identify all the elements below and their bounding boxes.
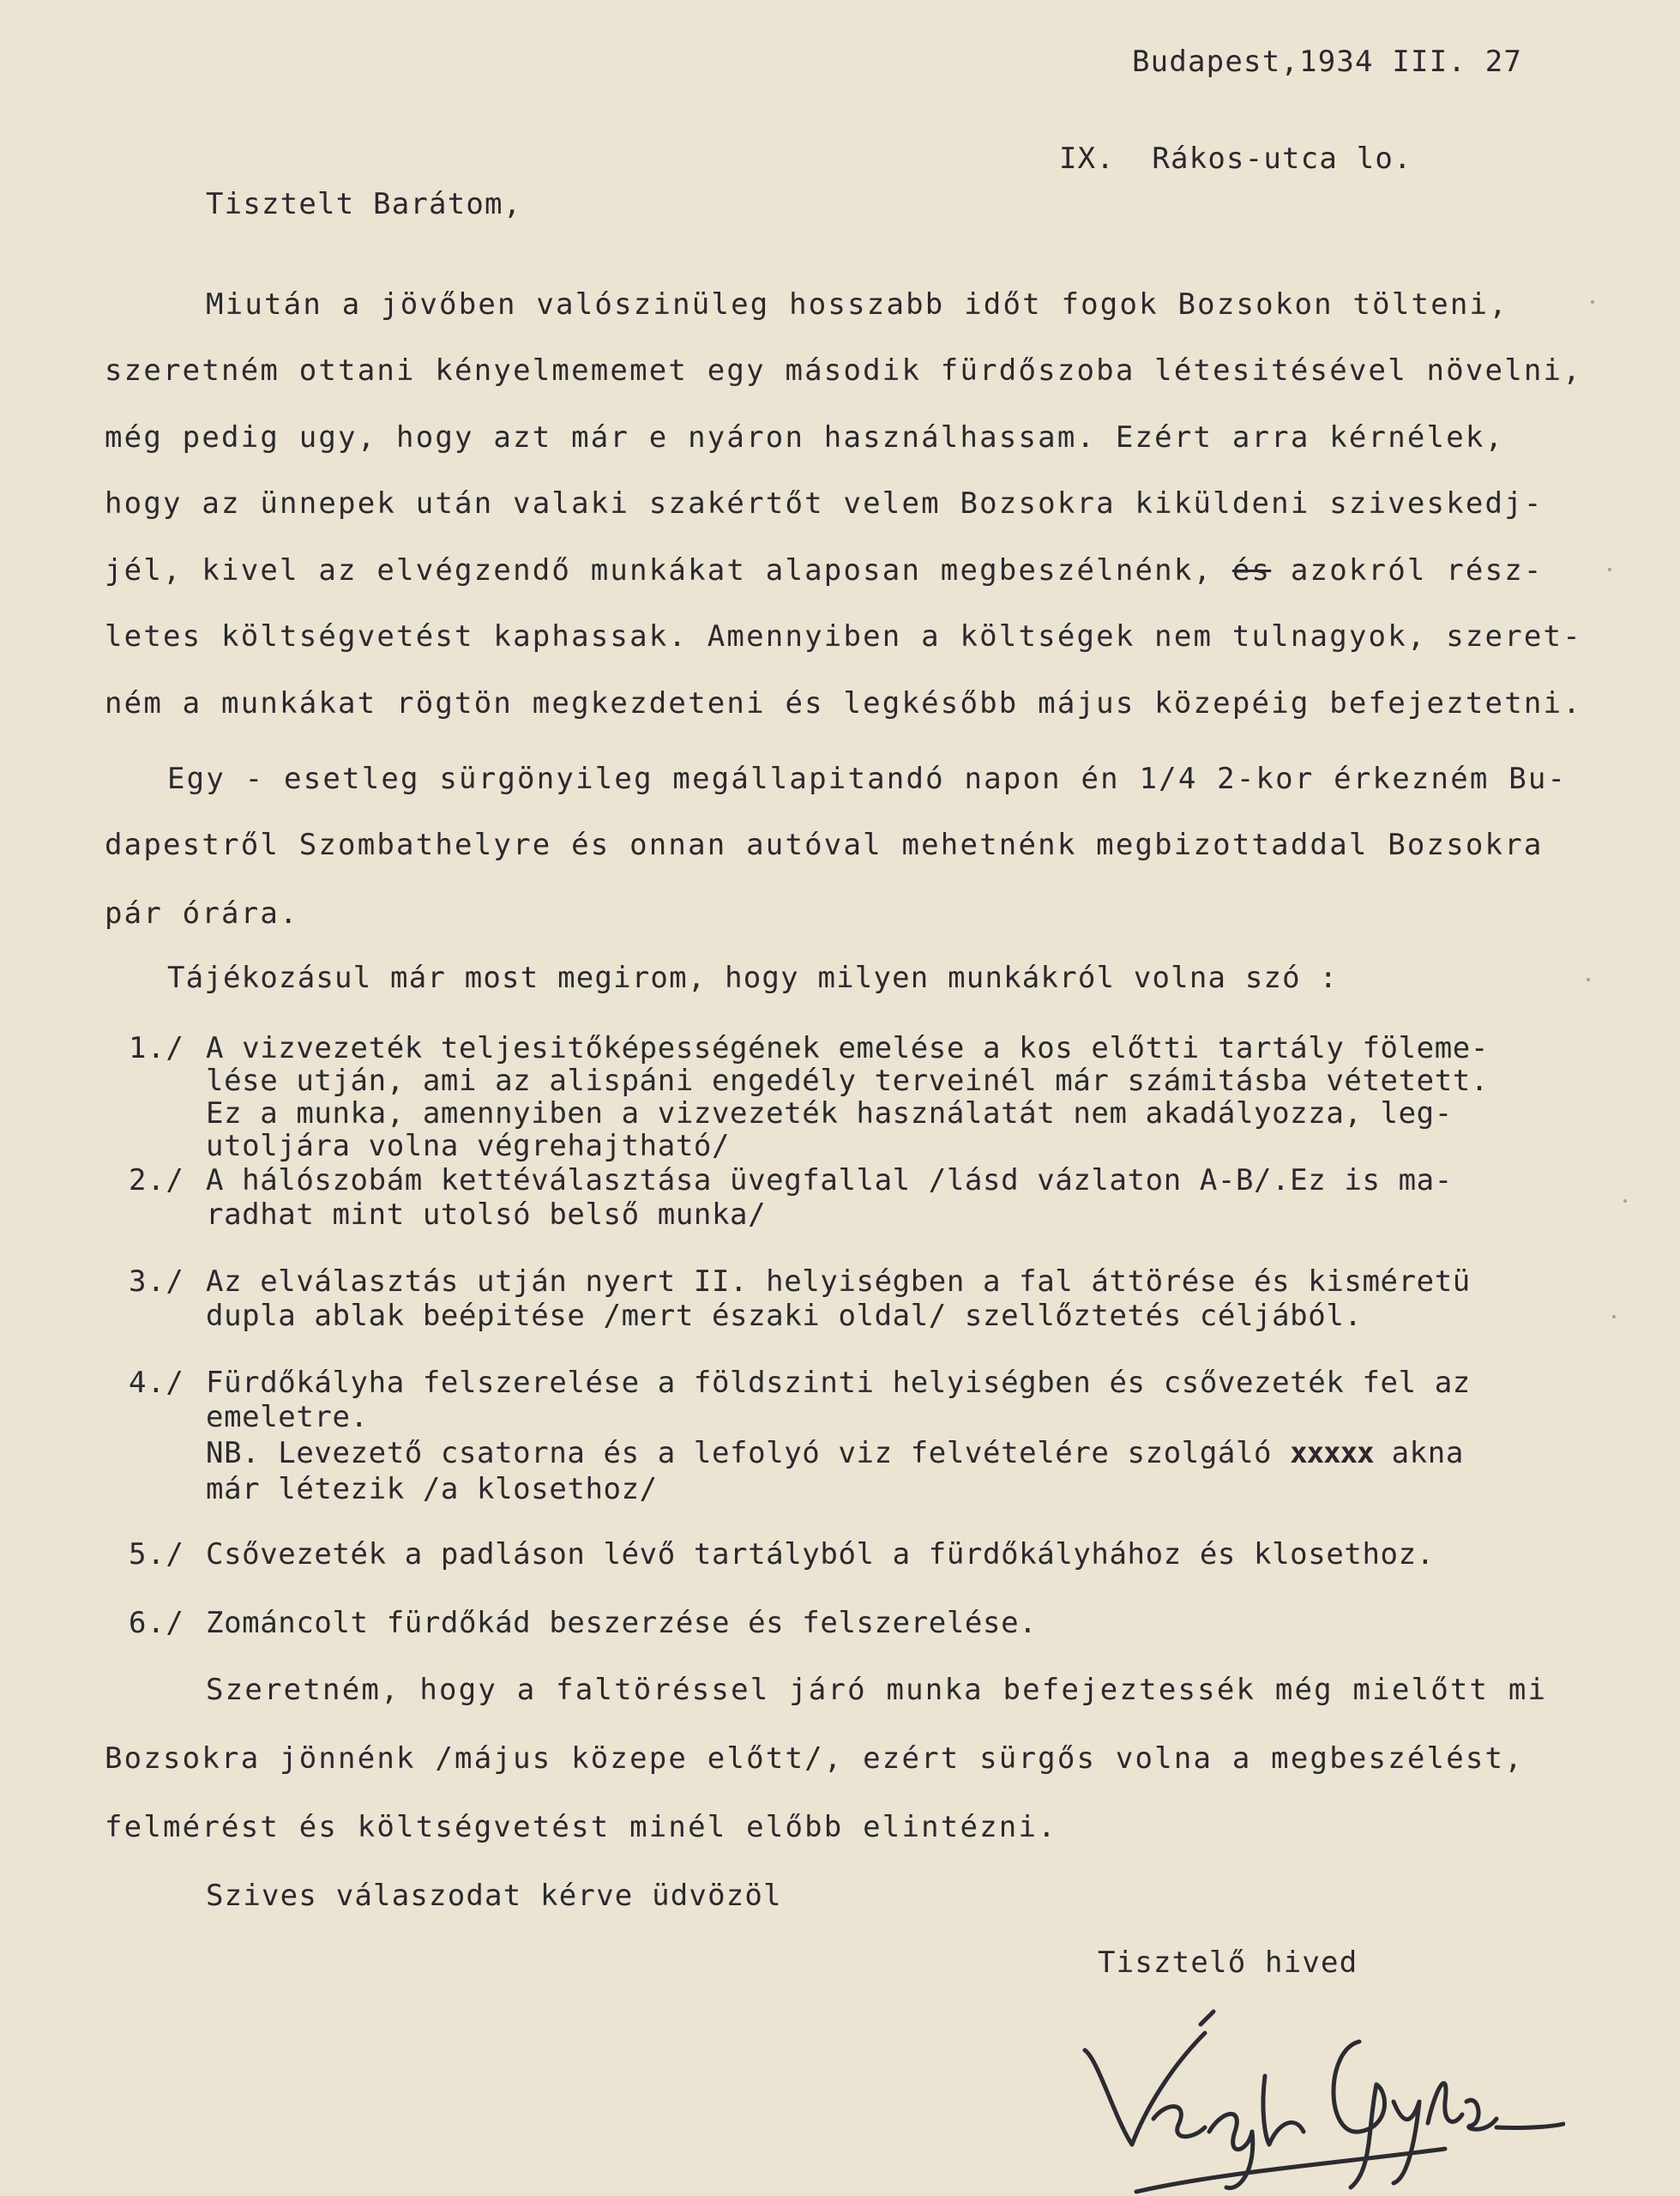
paragraph1-line-5-start: jél, kivel az elvégzendő munkákat alaposan megbeszélnénk,: [105, 553, 1232, 588]
address-line: IX. Rákos-utca lo.: [1059, 142, 1412, 176]
item-3-number: 3./: [129, 1264, 185, 1299]
item-1-line-4: utoljára volna végrehajtható/: [206, 1129, 731, 1163]
handwritten-signature: [1051, 1973, 1565, 2196]
sign-off: Tisztelő hived: [1098, 1946, 1358, 1980]
paragraph2-line-3: pár órára.: [105, 896, 299, 931]
paragraph2-line-1: Egy - esetleg sürgönyileg megállapitandó napon én 1/4 2-kor érkezném Bu-: [167, 762, 1568, 796]
item-1-number: 1./: [129, 1031, 185, 1065]
paper-speck: [1612, 1315, 1616, 1318]
paragraph3-line-1: Szeretném, hogy a faltöréssel járó munka befejeztessék még mielőtt mi: [206, 1673, 1548, 1707]
paper-speck: [1587, 978, 1590, 981]
list-intro: Tájékozásul már most megirom, hogy milyen munkákról volna szó :: [167, 961, 1339, 995]
closing-line: Szives válaszodat kérve üdvözöl: [206, 1879, 782, 1913]
item-3-line-2: dupla ablak beépitése /mert északi oldal/ szellőztetés céljából.: [206, 1299, 1363, 1333]
item-5-line-1: Csővezeték a padláson lévő tartályból a fürdőkályhához és klosethoz.: [206, 1537, 1435, 1572]
item-4-number: 4./: [129, 1366, 185, 1400]
date-line: Budapest,1934 III. 27: [1132, 45, 1523, 79]
item-1-line-2: lése utján, ami az alispáni engedély terveinél már számitásba vétetett.: [206, 1064, 1489, 1098]
item-4-line-3-start: NB. Levezető csatorna és a lefolyó viz felvételére szolgáló: [206, 1436, 1291, 1470]
paragraph1-line-5-end: azokról rész-: [1271, 553, 1544, 588]
item-4-line-2: emeletre.: [206, 1400, 369, 1434]
paragraph1-line-4: hogy az ünnepek után valaki szakértőt velem Bozsokra kiküldeni sziveskedj-: [105, 486, 1544, 521]
item-6-number: 6./: [129, 1606, 185, 1640]
item-2-line-1: A hálószobám kettéválasztása üvegfallal /lásd vázlaton A-B/.Ez is ma-: [206, 1163, 1453, 1198]
paragraph1-line-6: letes költségvetést kaphassak. Amennyiben a költségek nem tulnagyok, szeret-: [105, 619, 1582, 654]
paragraph1-line-3: még pedig ugy, hogy azt már e nyáron használhassam. Ezért arra kérnélek,: [105, 420, 1505, 455]
paragraph1-line-1: Miután a jövőben valószinüleg hosszabb időt fogok Bozsokon tölteni,: [206, 287, 1508, 322]
overtyped-word: xxxxx: [1290, 1436, 1374, 1470]
item-1-line-3: Ez a munka, amennyiben a vizvezeték használatát nem akadályozza, leg-: [206, 1096, 1453, 1131]
item-6-line-1: Zománcolt fürdőkád beszerzése és felszerelése.: [206, 1606, 1038, 1640]
item-2-number: 2./: [129, 1163, 185, 1198]
salutation: Tisztelt Barátom,: [206, 187, 522, 221]
paper-speck: [1623, 1199, 1627, 1203]
item-4-line-1: Fürdőkályha felszerelése a földszinti helyiségben és csővezeték fel az: [206, 1366, 1471, 1400]
item-4-line-3-end: akna: [1373, 1436, 1464, 1470]
item-1-line-1: A vizvezeték teljesitőképességének emelése a kos előtti tartály föleme-: [206, 1031, 1489, 1065]
item-3-line-1: Az elválasztás utján nyert II. helyiségben a fal áttörése és kisméretü: [206, 1264, 1471, 1299]
struck-word: és: [1231, 553, 1272, 588]
paragraph2-line-2: dapestről Szombathelyre és onnan autóval mehetnénk megbizottaddal Bozsokra: [105, 828, 1544, 862]
item-4-line-3: [206, 1436, 1464, 1470]
item-4-line-4: már létezik /a klosethoz/: [206, 1472, 658, 1506]
paragraph1-line-2: szeretném ottani kényelmememet egy második fürdőszoba létesitésével növelni,: [105, 353, 1582, 388]
paragraph3-line-2: Bozsokra jönnénk /május közepe előtt/, ezért sürgős volna a megbeszélést,: [105, 1741, 1524, 1776]
item-5-number: 5./: [129, 1537, 185, 1572]
item-2-line-2: radhat mint utolsó belső munka/: [206, 1198, 767, 1232]
paper-speck: [1591, 300, 1594, 304]
paper-speck: [1608, 568, 1611, 571]
paragraph3-line-3: felmérést és költségvetést minél előbb elintézni.: [105, 1810, 1057, 1844]
paragraph1-line-7: ném a munkákat rögtön megkezdeteni és legkésőbb május közepéig befejeztetni.: [105, 686, 1582, 721]
paragraph1-line-5: [105, 553, 1544, 588]
